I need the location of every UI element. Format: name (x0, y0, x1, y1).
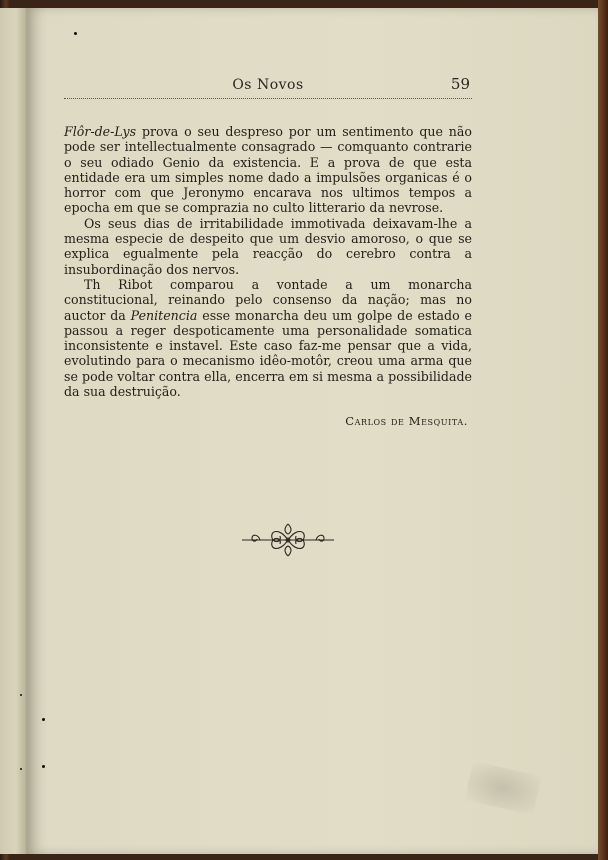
paragraph-3 (64, 277, 472, 399)
paragraph-1-text: prova o seu despreso por um sentimento que não pode ser intellectualmente consagrado — comquanto contrarie o seu odiado Genio da existencia. E a prova de que esta entidade era um simples nome dado a impulsões organicas é o horror com que Jeronymo encarava nos ultimos tempos a epocha em que se comprazia no culto litterario da nevrose. (64, 124, 472, 216)
running-title: Os Novos (232, 77, 304, 93)
right-binding-edge (598, 0, 608, 860)
margin-dot (42, 718, 45, 721)
margin-dot (20, 694, 22, 696)
paragraph-1 (64, 124, 472, 216)
author-signature: Carlos de Mesquita. (345, 414, 468, 428)
page-header (64, 72, 472, 99)
page-number: 59 (450, 75, 470, 93)
ornament-icon (240, 518, 336, 562)
margin-dot (20, 768, 22, 770)
body-text (64, 124, 472, 399)
paragraph-3-text-b: esse monarcha deu um golpe de estado e passou a reger despoticamente uma personalidade somatica inconsistente e instavel. Este caso faz-me pensar que a vida, evolutindo para o mecanismo idêo-motôr, creou uma arma que se pode voltar contra ella, encerra em si mesma a possibilidade da sua destruição. (64, 307, 472, 400)
margin-dot (74, 32, 77, 35)
paragraph-3-text-a: Th Ribot comparou a vontade a um monarcha constitucional, reinando pelo consenso da nação; mas no auctor da (64, 276, 472, 323)
work-title-italic: Flôr-de-Lys (64, 124, 137, 139)
paragraph-2: Os seus dias de irritabilidade immotivada deixavam-lhe a mesma especie de despeito que um desvio amoroso, o que se explica egualmente pela reacção do cerebro contra a insubordinação dos nervos. (64, 215, 472, 277)
margin-dot (42, 765, 45, 768)
left-page-edge (0, 8, 27, 854)
work-title-italic-2: Penitencia (130, 307, 198, 323)
